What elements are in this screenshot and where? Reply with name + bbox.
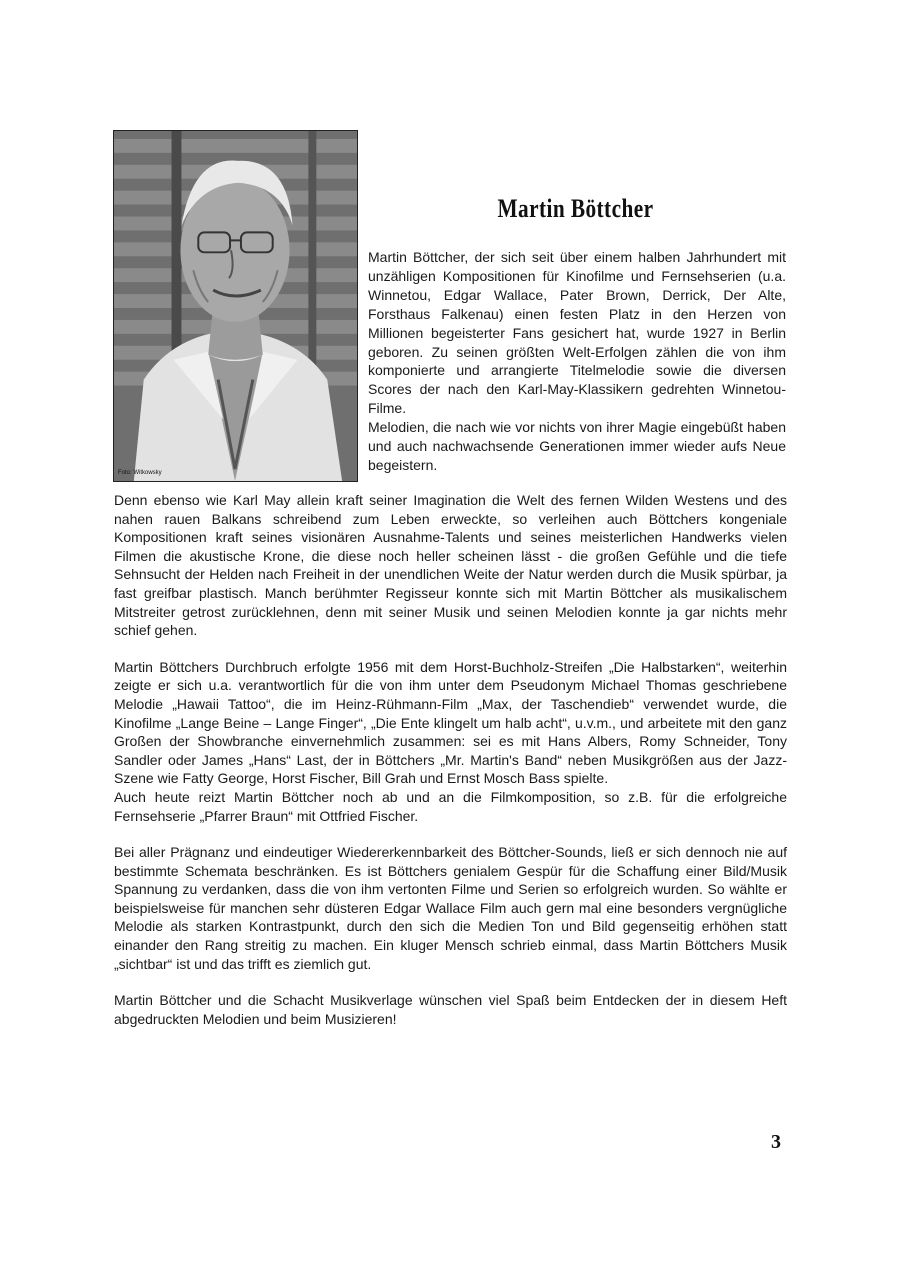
intro-paragraph-2: Melodien, die nach wie vor nichts von ihrer Magie eingebüßt haben und auch nachwachsende Generationen immer wieder aufs Neue begeistern.: [368, 419, 786, 473]
body-paragraph-3: Auch heute reizt Martin Böttcher noch ab und an die Filmkomposition, so z.B. für die erfolgreiche Fernsehserie „Pfarrer Braun“ mit Ottfried Fischer.: [114, 788, 787, 824]
body-paragraph-2: Martin Böttchers Durchbruch erfolgte 1956 mit dem Horst-Buchholz-Streifen „Die Halbstarken“, weiterhin zeigte er sich u.a. verantwortlich für die von ihm unter dem Pseudonym Michael Thomas geschriebene Melodie „Hawaii Tattoo“, die im Heinz-Rühmann-Film „Max, der Taschendieb“ verwendet wurde, die Kinofilme „Lange Beine – Lange Finger“, „Die Ente klingelt um halb acht“, u.v.m., und arbeitete mit den ganz Großen der Showbranche einvernehmlich zusammen: sei es mit Hans Albers, Romy Schneider, Tony Sandler oder James „Hans“ Last, der in Böttchers „Mr. Martin's Band“ neben Musikgrößen aus der Jazz-Szene wie Fatty George, Horst Fischer, Bill Grah und Ernst Mosch Bass spielte.: [114, 658, 787, 787]
body-paragraph-1: Denn ebenso wie Karl May allein kraft seiner Imagination die Welt des fernen Wilden Westens und des nahen rauen Balkans schreibend zum Leben erweckte, so verleihen auch Böttchers kongeniale Kompositionen kraft seines visionären Ausnahme-Talents und seines meisterlichen Handwerks vielen Filmen die akustische Krone, die diese noch heller scheinen lässt - die großen Gefühle und die tiefe Sehnsucht der Helden nach Freiheit in der unendlichen Weite der Natur werden durch die Musik spürbar, ja fast greifbar plastisch. Manch berühmter Regisseur konnte sich mit Martin Böttcher als musikalischem Mitstreiter getrost zurücklehnen, denn mit seiner Musik und seinen Melodien konnte ja gar nichts mehr schief gehen.: [114, 492, 787, 639]
portrait-photo: [113, 130, 358, 482]
photo-credit: Foto: Witkowsky: [118, 470, 162, 476]
body-paragraph-5: Martin Böttcher und die Schacht Musikverlage wünschen viel Spaß beim Entdecken der in diesem Heft abgedruckten Melodien und beim Musizieren!: [114, 992, 787, 1027]
portrait-image: [114, 131, 357, 481]
page-title: Martin Böttcher: [497, 194, 654, 223]
body-paragraph-4: Bei aller Prägnanz und eindeutiger Wiedererkennbarkeit des Böttcher-Sounds, ließ er sich dennoch nie auf bestimmte Schemata beschränken. Es ist Böttchers genialem Gespür für die Schaffung einer Bild/Musik Spannung zu verdanken, dass die von ihm vertonten Filme und Serien so erfolgreich wurden. So wählte er beispielsweise für manchen sehr düsteren Edgar Wallace Film auch gern mal eine besonders vergnügliche Melodie als starken Kontrastpunkt, durch den sich die Medien Ton und Bild gegenseitig erhöhen statt einander den Rang streitig zu machen. Ein kluger Mensch schrieb einmal, dass Martin Böttchers Musik „sichtbar“ ist und das trifft es ziemlich gut.: [114, 844, 787, 972]
intro-text: [368, 248, 786, 475]
page-number: 3: [771, 1131, 781, 1153]
article-body: [114, 491, 787, 1046]
intro-paragraph: Martin Böttcher, der sich seit über einem halben Jahrhundert mit unzähligen Kompositionen für Kinofilme und Fernsehserien (u.a. Winnetou, Edgar Wallace, Pater Brown, Derrick, Der Alte, Forsthaus Falkenau) einen festen Platz in den Herzen von Millionen begeisterter Fans gesichert hat, wurde 1927 in Berlin geboren. Zu seinen größten Welt-Erfolgen zählen die von ihm komponierte und arrangierte Titelmelodie sowie die diversen Scores der nach den Karl-May-Klassikern gedrehten Winnetou-Filme.: [368, 249, 786, 417]
